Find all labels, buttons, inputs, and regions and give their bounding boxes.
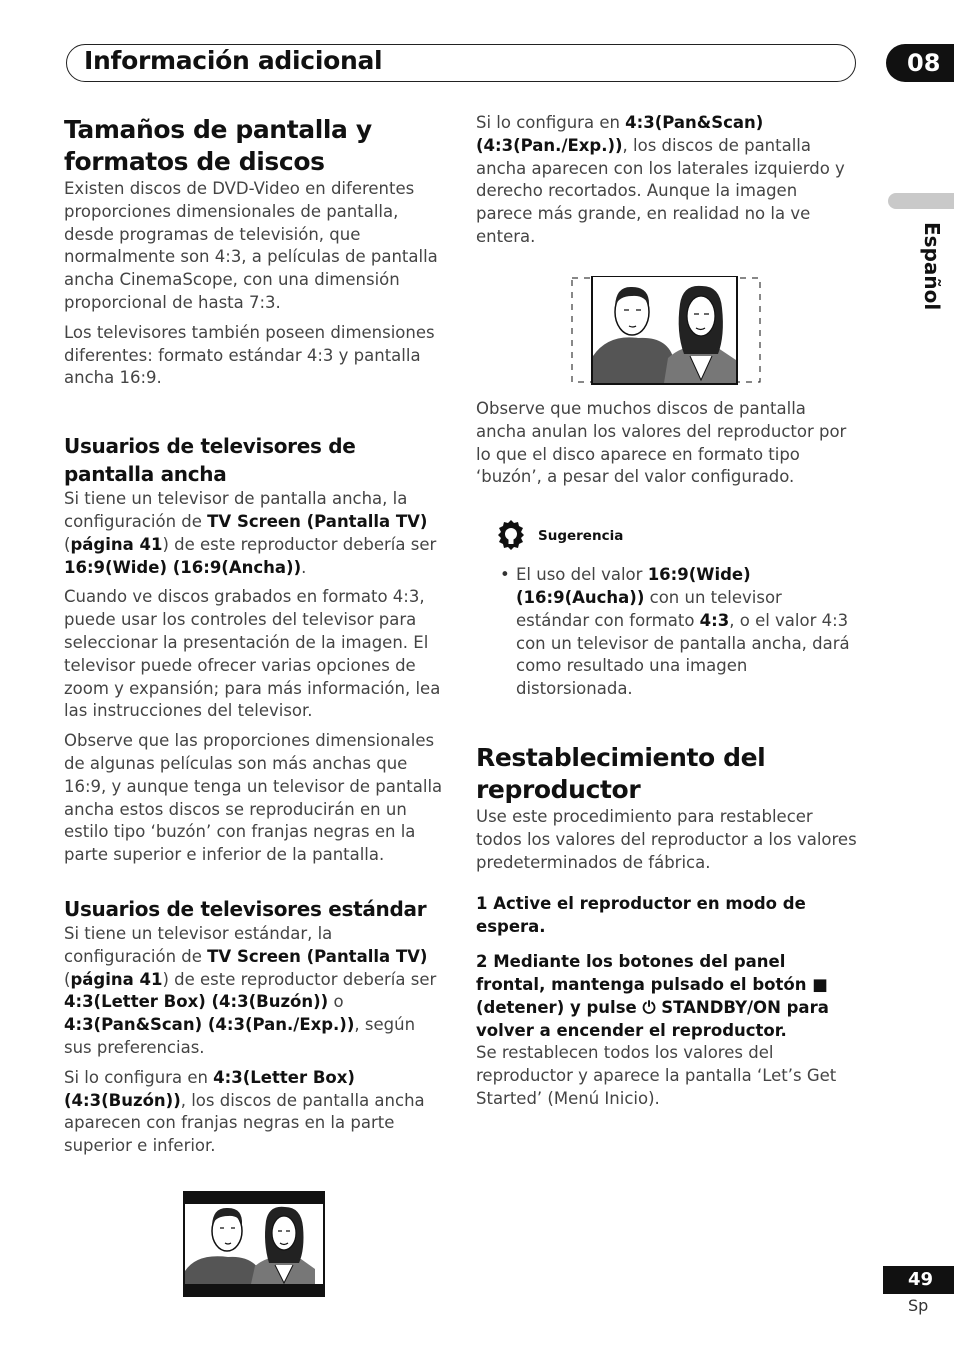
tip-list <box>476 564 858 701</box>
text: STANDBY/ON para volver a encender el reproductor. <box>476 998 829 1041</box>
wide-tv-heading: Usuarios de televisores de pantalla ancha <box>64 434 356 487</box>
text: , los discos de pantalla ancha aparecen con franjas negras en la parte superior e inferior. <box>64 1090 425 1156</box>
text: Si lo configura en <box>476 113 626 132</box>
setting-value: 16:9(Wide) (16:9(Ancha)) <box>64 557 302 577</box>
standard-tv-paragraph-1 <box>64 923 446 1060</box>
tip-header <box>496 519 858 553</box>
page-reference: página 41 <box>70 969 163 989</box>
pan-scan-paragraph <box>476 112 858 249</box>
text: Si lo configura en <box>64 1067 214 1087</box>
setting-value: 4:3(Letter Box) (4:3(Buzón)) <box>64 992 329 1012</box>
text: ) de este reproductor debería ser <box>162 969 437 989</box>
text: ( <box>64 969 71 989</box>
setting-name: TV Screen (Pantalla TV) <box>207 511 428 531</box>
screen-sizes-title: Tamaños de pantalla y formatos de discos <box>64 115 372 176</box>
text: con un televisor estándar con formato <box>516 587 782 630</box>
tip-item <box>516 564 858 701</box>
setting-value: 4:3(Pan&Scan) (4:3(Pan./Exp.)) <box>476 113 764 155</box>
standard-tv-heading: Usuarios de televisores estándar <box>64 896 427 921</box>
text: 2 Mediante los botones del panel frontal, mantenga pulsado el botón ■ (detener) y pulse <box>476 952 828 1018</box>
text: , los discos de pantalla ancha aparecen con los laterales izquierdo y derecho recortados. Aunque la imagen parece más grande, en realidad no la ve entera. <box>476 135 845 246</box>
chapter-badge: 08 <box>886 44 954 82</box>
text: ) de este reproductor debería ser <box>162 534 437 554</box>
intro-paragraph-2: Los televisores también poseen dimensiones diferentes: formato estándar 4:3 y pantalla ancha 16:9. <box>64 322 435 388</box>
text: ( <box>64 534 71 554</box>
language-tab <box>888 193 954 209</box>
reset-step-1: 1 Active el reproductor en modo de espera. <box>476 894 806 937</box>
wide-tv-paragraph-2: Cuando ve discos grabados en formato 4:3, puede usar los controles del televisor para seleccionar la presentación de la imagen. El televisor puede ofrecer varias opciones de zoom y expansión; para más información, lea las instrucciones del televisor. <box>64 587 441 721</box>
intro-paragraph-1: Existen discos de DVD-Video en diferentes proporciones dimensionales de pantalla, desde programas de televisión, que normalmente son 4:3, a películas de pantalla ancha CinemaScope, con una dimensión proporcional de hasta 7:3. <box>64 179 438 312</box>
text: Si tiene un televisor de pantalla ancha, la configuración de <box>64 489 408 531</box>
reset-result: Se restablecen todos los valores del reproductor y aparece la pantalla ‘Let’s Get Started’ (Menú Inicio). <box>476 1043 837 1108</box>
left-column <box>64 114 446 1165</box>
text: , según sus preferencias. <box>64 1015 416 1057</box>
setting-value: 4:3(Pan&Scan) (4:3(Pan./Exp.)) <box>64 1015 355 1035</box>
tip-label: Sugerencia <box>538 528 624 545</box>
letterbox-illustration <box>183 1191 325 1297</box>
power-icon: ⏻ <box>642 998 656 1018</box>
page-number: 49 <box>883 1266 954 1294</box>
reset-intro: Use este procedimiento para restablecer todos los valores del reproductor a los valores predeterminados de fábrica. <box>476 806 857 872</box>
setting-value: 4:3 <box>699 610 730 630</box>
reset-step-2 <box>476 950 858 1042</box>
text: . <box>301 557 307 577</box>
setting-name: TV Screen (Pantalla TV) <box>207 946 428 966</box>
language-label: Español <box>920 222 944 311</box>
section-title: Información adicional <box>84 46 383 75</box>
text: , o el valor 4:3 con un televisor de pantalla ancha, dará como resultado una imagen distorsionada. <box>516 610 850 699</box>
language-code: Sp <box>908 1296 929 1315</box>
right-column-top <box>476 112 858 256</box>
lightbulb-icon <box>496 519 526 553</box>
override-paragraph: Observe que muchos discos de pantalla ancha anulan los valores del reproductor por lo que el disco aparece en formato tipo ‘buzón’, a pesar del valor configurado. <box>476 399 847 487</box>
wide-tv-paragraph-3: Observe que las proporciones dimensionales de algunas películas son más anchas que 16:9, y aunque tenga un televisor de pantalla ancha estos discos se reproducirán en un estilo tipo ‘buzón’ con franjas negras en la parte superior e inferior de la pantalla. <box>64 731 443 865</box>
reset-title: Restablecimiento del reproductor <box>476 742 766 804</box>
setting-value: 4:3(Letter Box) (4:3(Buzón)) <box>64 1067 355 1110</box>
right-column-middle <box>476 398 858 1118</box>
pan-scan-illustration <box>568 276 764 386</box>
text: o <box>328 992 344 1012</box>
page-reference: página 41 <box>70 534 163 554</box>
text: Si tiene un televisor estándar, la configuración de <box>64 923 333 966</box>
wide-tv-paragraph-1 <box>64 488 446 579</box>
setting-value: 16:9(Wide) (16:9(Aucha)) <box>516 565 751 607</box>
text: El uso del valor <box>516 565 648 585</box>
standard-tv-paragraph-2 <box>64 1067 446 1158</box>
